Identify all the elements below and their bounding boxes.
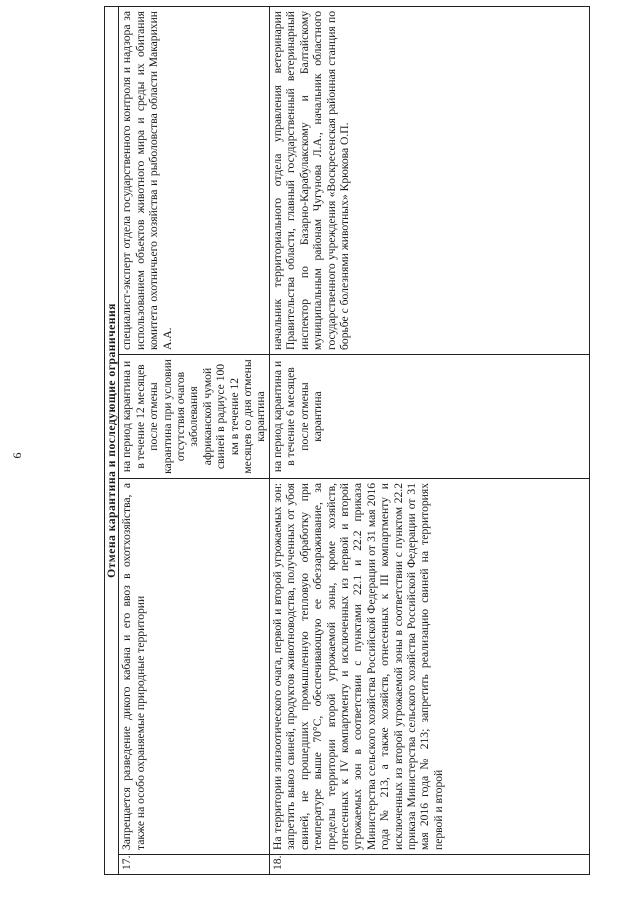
term-cell: на период карантина и в течение 12 месяцев после отмены карантина при условии отсутствия очагов заболевания африканской чумой свиней в радиусе 100 км в течение 12 месяцев со дня отмены карантина xyxy=(119,355,269,479)
measures-table xyxy=(104,6,590,875)
responsible-cell: специалист-эксперт отдела государственного контроля и надзора за использованием объектов животного мира и среды их обитания комитета охотничьего хозяйства и рыболовства области Макарихин А.А. xyxy=(119,6,269,354)
rotated-page-content xyxy=(104,0,590,905)
table-row xyxy=(269,6,589,874)
table-row xyxy=(119,6,269,874)
term-cell: на период карантина и в течение 6 месяцев после отмены карантина xyxy=(269,355,589,479)
row-number: 17. xyxy=(119,855,269,875)
page-number: 9 xyxy=(10,452,25,459)
measure-cell: На территории эпизоотического очага, первой и второй угрожаемых зон: запретить вывоз свиней, продуктов животноводства, полученных от убоя свиней, не прошедших промышленную тепловую обработку при температуре выше 70°С, обеспечивающую ее обеззараживание, за пределы территории второй угрожаемой зоны, кроме хозяйств, отнесенных к IV компартменту и исключенных из первой и второй угрожаемых зон в соответствии с пунктами 22.1 и 22.2 приказа Министерства сельского хозяйства Российской Федерации от 31 мая 2016 года № 213, а также хозяйств, отнесенных к III компартменту и исключенных из второй угрожаемой зоны в соответствии с пунктом 22.2 приказа Министерства сельского хозяйства Российской Федерации от 31 мая 2016 года № 213; запретить реализацию свиней на территориях первой и второй xyxy=(269,479,589,855)
section-header: Отмена карантина и последующие ограничения xyxy=(105,6,119,874)
measure-cell: Запрещается разведение дикого кабана и его ввоз в охотхозяйства, а также на особо охраняемые природные территории xyxy=(119,479,269,855)
table-header-row xyxy=(105,6,119,874)
responsible-cell: начальник территориального отдела управления ветеринарии Правительства области, главный государственный ветеринарный инспектор по Базарно-Карабулакскому и Балтайскому муниципальным районам Чугунова Л.А., начальник областного государственного учреждения «Воскресенская районная станция по борьбе с болезнями животных» Крюкова О.П. xyxy=(269,6,589,354)
row-number: 18. xyxy=(269,855,589,875)
